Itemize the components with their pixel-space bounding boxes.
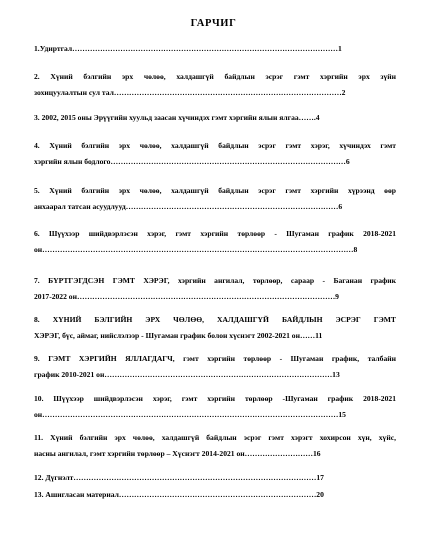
toc-entry-text: 7. БҮРТГЭГДСЭН ГЭМТ ХЭРЭГ, хэргийн ангилал, төрлөөр, сараар - Баганан график: [34, 276, 396, 285]
toc-entry-text: 2. Хүний бэлгийн эрх чөлөө, халдашгүй байдлын эсрэг гэмт хэргийн эрх зүйн: [34, 72, 396, 81]
toc-entry-text: 3. 2002, 2015 оны Эрүүгийн хуульд заасан хүчиндэх гэмт хэргийн ялын ялгаа…….4: [34, 113, 320, 122]
toc-entry-text: 9. ГЭМТ ХЭРГИЙН ЯЛЛАГДАГЧ, гэмт хэргийн төрлөөр - Шугаман график, талбайн: [34, 354, 396, 363]
toc-entry-text: 2017-2022 он…………………………………………………………………………………………9: [34, 292, 339, 301]
toc-entry-5: [34, 185, 396, 213]
toc-entry-text: 1.Удиртгал……………………………………………………………………………………………1: [34, 44, 342, 53]
toc-entry-1: [34, 43, 396, 55]
toc-entry-text: ХЭРЭГ, бүс, аймаг, нийслэлээр - Шугаман график болон хүснэгт 2002-2021 он……11: [34, 331, 323, 340]
toc-entry-13: [34, 489, 396, 501]
toc-entry-text: он………………………………………………………………………………………………………15: [34, 410, 346, 419]
toc-entry-11: [34, 432, 396, 460]
toc-entry-3: [34, 112, 396, 124]
toc-entry-4: [34, 140, 396, 168]
toc-entry-text: график 2010-2021 он………………………………………………………………………………13: [34, 370, 340, 379]
toc-entry-text: 12. Дүгнэлт……………………………………………………………………………………17: [34, 473, 324, 482]
toc-entry-text: 10. Шүүхээр шийдвэрлэсэн хэрэг, гэмт хэргийн төрлөөр -Шугаман график 2018-2021: [34, 394, 396, 403]
toc-entry-text: 6. Шүүхээр шийдвэрлэсэн хэрэг, гэмт хэргийн төрлөөр - Шугаман график 2018-2021: [34, 229, 396, 238]
toc-entry-text: 13. Ашигласан материал……………………………………………………………………20: [34, 490, 324, 499]
toc-entry-text: 5. Хүний бэлгийн эрх чөлөө, халдашгүй байдлын эсрэг гэмт хэргийн хүрээнд өөр: [34, 186, 396, 195]
toc-entry-text: насны ангилал, гэмт хэргийн төрлөөр – Хүснэгт 2014-2021 он………………………16: [34, 449, 321, 458]
toc-entry-text: 8. ХҮНИЙ БЭЛГИЙН ЭРХ ЧӨЛӨӨ, ХАЛДАШГҮЙ БАЙДЛЫН ЭСРЭГ ГЭМТ: [34, 315, 396, 324]
toc-entry-6: [34, 228, 396, 256]
toc-entry-9: [34, 353, 396, 381]
page-title: ГАРЧИГ: [190, 18, 237, 29]
toc-entry-2: [34, 71, 396, 99]
toc-entry-text: он……………………………………………………………………………………………………………8: [34, 245, 358, 254]
toc-entry-12: [34, 472, 396, 484]
toc-entry-8: [34, 314, 396, 342]
toc-entry-text: 4. Хүний бэлгийн эрх чөлөө, халдашгүй байдлын эсрэг гэмт хэрэг, хүчиндэх гэмт: [34, 141, 396, 150]
toc-entry-text: зохицуулалтын сул тал………………………………………………………………………………2: [34, 88, 346, 97]
toc-entry-text: 11. Хүний бэлгийн эрх чөлөө, халдашгүй байдлын эсрэг гэмт хэрэгт хохирсон хүн, хүйс,: [34, 433, 396, 442]
toc-entry-text: хэргийн ялын бодлого…………………………………………………………………………………6: [34, 157, 350, 166]
toc-entry-10: [34, 393, 396, 421]
toc-entry-text: анхаарал татсан асуудлууд…………………………………………………………………………6: [34, 202, 343, 211]
toc-entry-7: [34, 275, 396, 303]
